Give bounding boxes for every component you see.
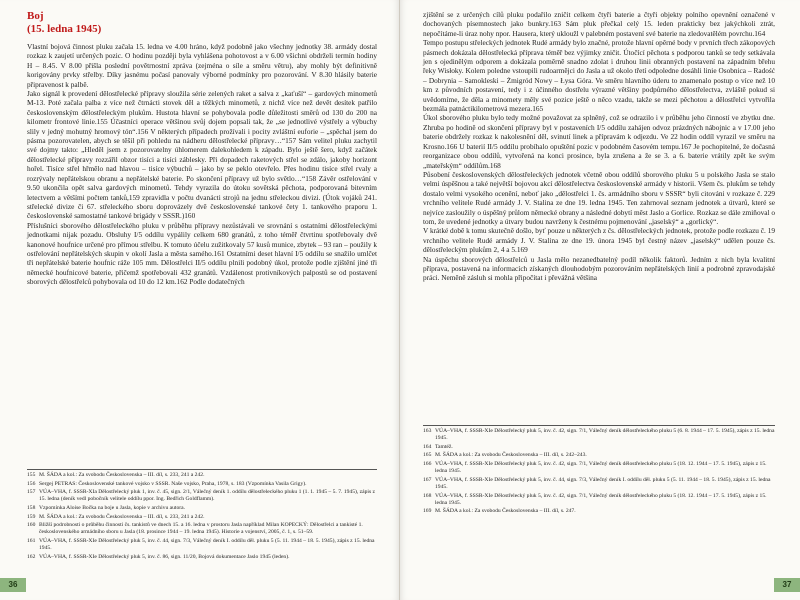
paragraph: zjištění se z určených cílů pluku podařilo zničit celkem čtyři baterie a čtyři objekty polního opevnění označené v dochovaných písemnostech jako bunkry.163 Sám pluk přečkal celý 15. leden prakticky bez jakýchkoli ztrát, nepočítáme-li úraz nohy npor. Hausera, který ukloužl v palebném postavení své baterie na zledovatělém povrchu.164: [423, 10, 775, 38]
footnote: [423, 493, 775, 507]
paragraph: Příslušníci sborového dělostřeleckého pluku v průběhu přípravy nezůstávali ve srovnání s ostatními dělostřeleckými jednotkami nijak pozadu. Obsluhy I/5 oddílu vypálily celkem 680 granátů, z toho téměř čtvrtinu spotřebovaly dvě kanonové houfnice určené pro přímou střelbu. K tomuto účelu zužitkovaly 57 kusů munice, zbytek – 93 ran – použily k ostřelování nepřátelských skupin v okolí Jasla a města samého.161 Ostatními deset hlavní I/5 oddílu se snažilo umlčet tři nepřátelské baterie houfnic ráže 105 mm. Dělostřelci II/5 oddílu plnili podobný úkol, protože podle zjištění jiné tři německé houfnicové baterie, přičemž spotřebovali 432 granátů. Vzdálenost protivníkových palpostů se od postavení sborových dělostřelců pohybovala od 10 do 12 km.162 Podle dodatečných: [27, 220, 377, 287]
footnote: [27, 514, 377, 521]
footnote-text: M. ŠÁDA a kol.: Za svobodu Československa – III. díl, s. 247.: [435, 508, 576, 515]
paragraph: Jako signál k provedení dělostřelecké přípravy sloužila série zelených raket a salva z „kaťuší“ – gardových minometů M-13. Poté začala palba z více než čtrnácti stovek děl a těžkých minometů, z nichž více než devět desítek patřilo československým dělostřeleckým plukům. Hustota hlavní se pohybovala podle důležitosti směrů od 130 do 200 na kilometr frontové linie.155 Účastníci operace většinou svůj dojem popsali tak, že „se jednotlivé výstřely a výbuchy slily v jedný mohutný hromový tón“.156 V některých případech prožívali i pocity zvláštní euforie – „spěchal jsem do pásma pozorovatelen, abych se těšil při pohledu na nádheru dělostřelecké přípravy…“157 Sám velitel pluku zachytil své dojmy takto: „Hleděl jsem z pozorovatelny úhlomerem dalekohledem k západu. Bylo ještě šero, když začátek dělostřelecké přípravy rozzářil obzor tisíci a tisíci záblesky. Při dopadech raketových střel se zdálo, jakoby horizont hořel. Tisíce střel hřmělo nad hlavou – tisíce výbuchů – jako by se peklo otevřelo. Přes hodinu tisíce střel rvaly a rozrývaly nepřátelskou obranu a nepřátelské baterie. Po skončení přípravy už bylo světlo…“158 Závěr ostřelování v 9.50 ukončila opět salva gardových minometů. Tehdy vyrazila do útoku sovětská pěchota, podporovaná bitevním letectvem a většími počtem tanků,159 zpravidla v počtu dvanácti strojů na jednu střeleckou divizi. (Útok vojáků 241. střelecké divize či 67. střeleckého sboru doprovázely dvě československé tankové čety 1. tankového praporu 1. československé samostatné tankové brigády v SSSR.)160: [27, 89, 377, 221]
footnote-text: Bližší podrobnosti o průběhu činnosti čs. tankistů ve dnech 15. a 16. ledna v prostoru Jasla například Milan KOPECKÝ: Dělostřelci a tankisté 1. československého armádního sboru u Jasla (18. prosince 1944 – 19. ledna 1945). Historie a vojenství, 2005, č. 1, s. 51–59.: [39, 522, 363, 536]
chapter-date: (15. ledna 1945): [27, 23, 102, 35]
footnote-number: 168: [423, 492, 432, 499]
paragraph: Vlastní bojová činnost pluku začala 15. ledna ve 4.00 hráno, když podobně jako všechny jednotky 38. armády dostal rozkaz k zaujetí určených pozic. O hodinu později byla vyhlášena pohotovost a v 6.00 všichni obdrželi termín hodiny H – 8.45. V 8.00 přišla poslední povětrnostní zpráva (zejména o síle a směru větru), aby mohly být definitivně korigovány prvky střelby. Díky jasnému počasí panovaly výborné podmínky pro pozorování. V 8.30 hlásily baterie připravenost k palbě.: [27, 42, 377, 89]
footnote: [423, 444, 775, 451]
footnote-text: VÚA–VHA, f. SSSR-XIe Dělostřelecký pluk 5, inv. č. 44, sign. 7/3, Válečný deník I. oddílu děl. pluku 5 (5. 11. 1944 – 18. 5. 1945), zápis z 15. ledna 1945.: [39, 537, 375, 552]
footnote-text: VÚA–VHA, f. SSSR-XIe Dělostřelecký pluk 5, inv. č. 44, sign. 7/3, Válečný deník I. oddílu děl. pluku 5 (5. 11. 1944 – 18. 5. 1945), zápis z 15. ledna 1945.: [435, 476, 771, 490]
page-number: 37: [774, 578, 800, 592]
left-page-content: [27, 10, 377, 287]
footnote-text: VÚA–VHA, f. SSSR-XIe Dělostřelecký pluk 5, inv. č. 42, sign. 7/1, Válečný deník dělostřeleckého pluku 5 (6. 8. 1944 – 17. 5. 1945), zápis z 15. ledna 1945.: [435, 428, 775, 442]
right-body-text: [423, 10, 775, 283]
footnote-number: 169: [423, 508, 432, 515]
footnote: [27, 489, 377, 503]
footnote: [27, 538, 377, 552]
right-footnotes: [423, 425, 775, 517]
footnote-number: 161: [27, 537, 36, 544]
footnote-text: VÚA–VHA, f. SSSR-XIa Dělostřelecký pluk 1, inv. č. 45, sign. 2/1, Válečný deník 1. oddílu dělostřeleckého pluku 1 (1. 1. 1945 – 5. 7. 1945), zápis z 15. ledna (deník vedl pobočník velitele oddílu ppor. Ing. Bedřich Goldflamm).: [39, 489, 376, 503]
footnote-text: Tamtéž.: [435, 443, 453, 450]
footnote-number: 166: [423, 460, 432, 467]
footnote-number: 163: [423, 428, 432, 434]
footnote: [423, 508, 775, 515]
left-body-text: [27, 42, 377, 287]
footnote: [27, 472, 377, 479]
footnote-number: 165: [423, 452, 432, 459]
footnote-text: VÚA–VHA, f. SSSR-XIe Dělostřelecký pluk 5, inv. č. 42, sign. 7/1, Válečný deník dělostřeleckého pluku 5 (18. 12. 1944 – 17. 5. 1945), zápis z 15. ledna 1945.: [435, 460, 767, 475]
footnote-number: 159: [27, 513, 36, 520]
footnote: [27, 522, 377, 536]
footnote: [27, 481, 377, 488]
chapter-heading: [27, 10, 377, 36]
paragraph: Působení československých dělostřeleckých jednotek včetně obou oddílů sborového pluku 5 u polského Jasla se stalo velmi úspěšnou a také největší bojovou akcí dělostřelectva československé armády v historii. Všem čs. plukům se tehdy dostalo velmi vysokého ocenění, neboť jako „dělostřelci 1. čs. armádního sboru v SSSR“ byli citováni v rozkaze č. 229 vrchního velitele Rudé armády J. V. Stalina ze dne 19. ledna 1945. Ten zahrnoval seznam jednotek a útvarů, které se nejvíce zasloužily o úspěšný průlom německé obrany a následné dobytí měst Jaslo a Gorlice. Rozkaz se dále zmiňoval o tom, že uvedené jednotky a útvary budou navrženy k čestnému pojmenování „jaselský“ a „gorlický“.: [423, 169, 775, 226]
footnote-number: 162: [27, 553, 36, 560]
paragraph: V krátké době k tomu skutečně došlo, byť pouze u některých z čs. dělostřeleckých jednotek, protože podle rozkazu č. 19 vrchního velitele Rudé armády J. V. Stalina ze dne 19. února 1945 byl čestný název „jaselský“ udělen pouze čs. dělostřeleckým plukům 2, 4 a 5.169: [423, 226, 775, 255]
footnote-text: Sergej PETRAS: Československé tankové vojsko v SSSR. Naše vojsko, Praha, 1978, s. 183 (Vzpomínka Vasila Grigy).: [39, 480, 307, 487]
page-number: 36: [0, 578, 26, 592]
paragraph: Na úspěchu sborových dělostřelců u Jasla mělo nezanedbatelný podíl několik faktorů. Jedním z nich byla kvalitní příprava, postavená na informacích získaných dlouhodobým pozorováním nepřátelských linií a podrobné zpravodajské práci. Neměně zásluh si mohla připočítat i převážná většina: [423, 254, 775, 283]
footnote-number: 155: [27, 472, 36, 478]
footnote-number: 156: [27, 480, 36, 487]
left-footnotes: [27, 469, 377, 562]
footnote: [27, 554, 377, 561]
paragraph: Tempo postupu střeleckých jednotek Rudé armády bylo značné, protože hlavní opěrné body v prvních třech zákopových pásmech dokázala dělostřelecká příprava téměř bez výjimky zničit. Útočící pěchota s podporou tanků se tedy setkávala jen s ojedinělým odporem a dokázala poměrně snadno zdolat i druhou linii obranných postavení na západním břehu řeky Wisłoky. Kolem poledne vstoupili rudoarmějci do Jasla a už okolo třetí odpoledne dosáhli linie Osobnica – Radość – Dobrynia – Samokleski – Żmigród Nowy – Łysa Góra. Ve směru hlavního úderu to znamenalo postup o více než 10 km z původních postavení, tedy i z účinného dostřelu výrazné většiny podpůrného dělostřelectva, zvláště pokud si uvědomíme, že děla a minomety měly své pozice ještě o něco vzadu, takže se mezi pěchotou a dělostřelci vytvořila bezmála patnáctikilometrová mezera.165: [423, 38, 775, 114]
footnote-number: 160: [27, 522, 36, 529]
chapter-title: Boj: [27, 10, 44, 22]
footnote-number: 157: [27, 489, 36, 496]
footnote-text: M. ŠÁDA a kol.: Za svobodu Československa – III. díl, s. 242–243.: [435, 452, 587, 459]
footnote: [423, 428, 775, 442]
footnote-text: M. ŠÁDA a kol.: Za svobodu Československa – III. díl, s. 233, 241 a 242.: [39, 472, 205, 478]
footnote-text: Vzpomínka Aloise Bočka na boje u Jasla, kopie v archivu autora.: [39, 504, 186, 511]
footnote-number: 167: [423, 476, 432, 483]
footnote-number: 158: [27, 504, 36, 511]
footnote: [423, 461, 775, 475]
paragraph: Úkol sborového pluku bylo tedy možné považovat za splněný, což se odrazilo i v průběhu jeho činností ve zbytku dne. Zhruba po hodině od skončení přípravy byl v postaveních I/5 oddílu zahájen odvoz prázdných nábojnic a v 17.00 jeho baterie obdržely rozkaz k nakolesnění děl, svinutí linek a přípravám k odjezdu. Ve 22 hodin oddíl vyrazil ve směru na Krosno.166 U baterií II/5 oddílu probíhalo opuštění pozic v podobném časovém tempu.167 Je pochopitelné, že dočasná reorganizace obou oddílů, vytvořená na konci prosince, byla zrušena a že se 3. a 6. baterie vrátily zpět ke svým „mateřským“ oddílům.168: [423, 113, 775, 170]
right-page-content: [423, 10, 775, 283]
footnote-text: M. ŠÁDA a kol.: Za svobodu Československa – III. díl, s. 233, 241 a 242.: [39, 513, 205, 520]
footnote-text: VÚA–VHA, f. SSSR-XIe Dělostřelecký pluk 5, inv. č. 42, sign. 7/1, Válečný deník dělostřeleckého pluku 5 (18. 12. 1944 – 17. 5. 1945), zápis z 15. ledna 1945.: [435, 492, 767, 506]
footnote: [423, 452, 775, 459]
footnote: [423, 477, 775, 491]
footnote: [27, 505, 377, 512]
footnote-number: 164: [423, 443, 432, 450]
footnote-text: VÚA–VHA, f. SSSR-XIe Dělostřelecký pluk 5, inv. č. 86, sign. 11/20, Bojová dokumentace Jaslo 1945 (leden).: [39, 553, 290, 560]
right-page: [400, 0, 800, 600]
